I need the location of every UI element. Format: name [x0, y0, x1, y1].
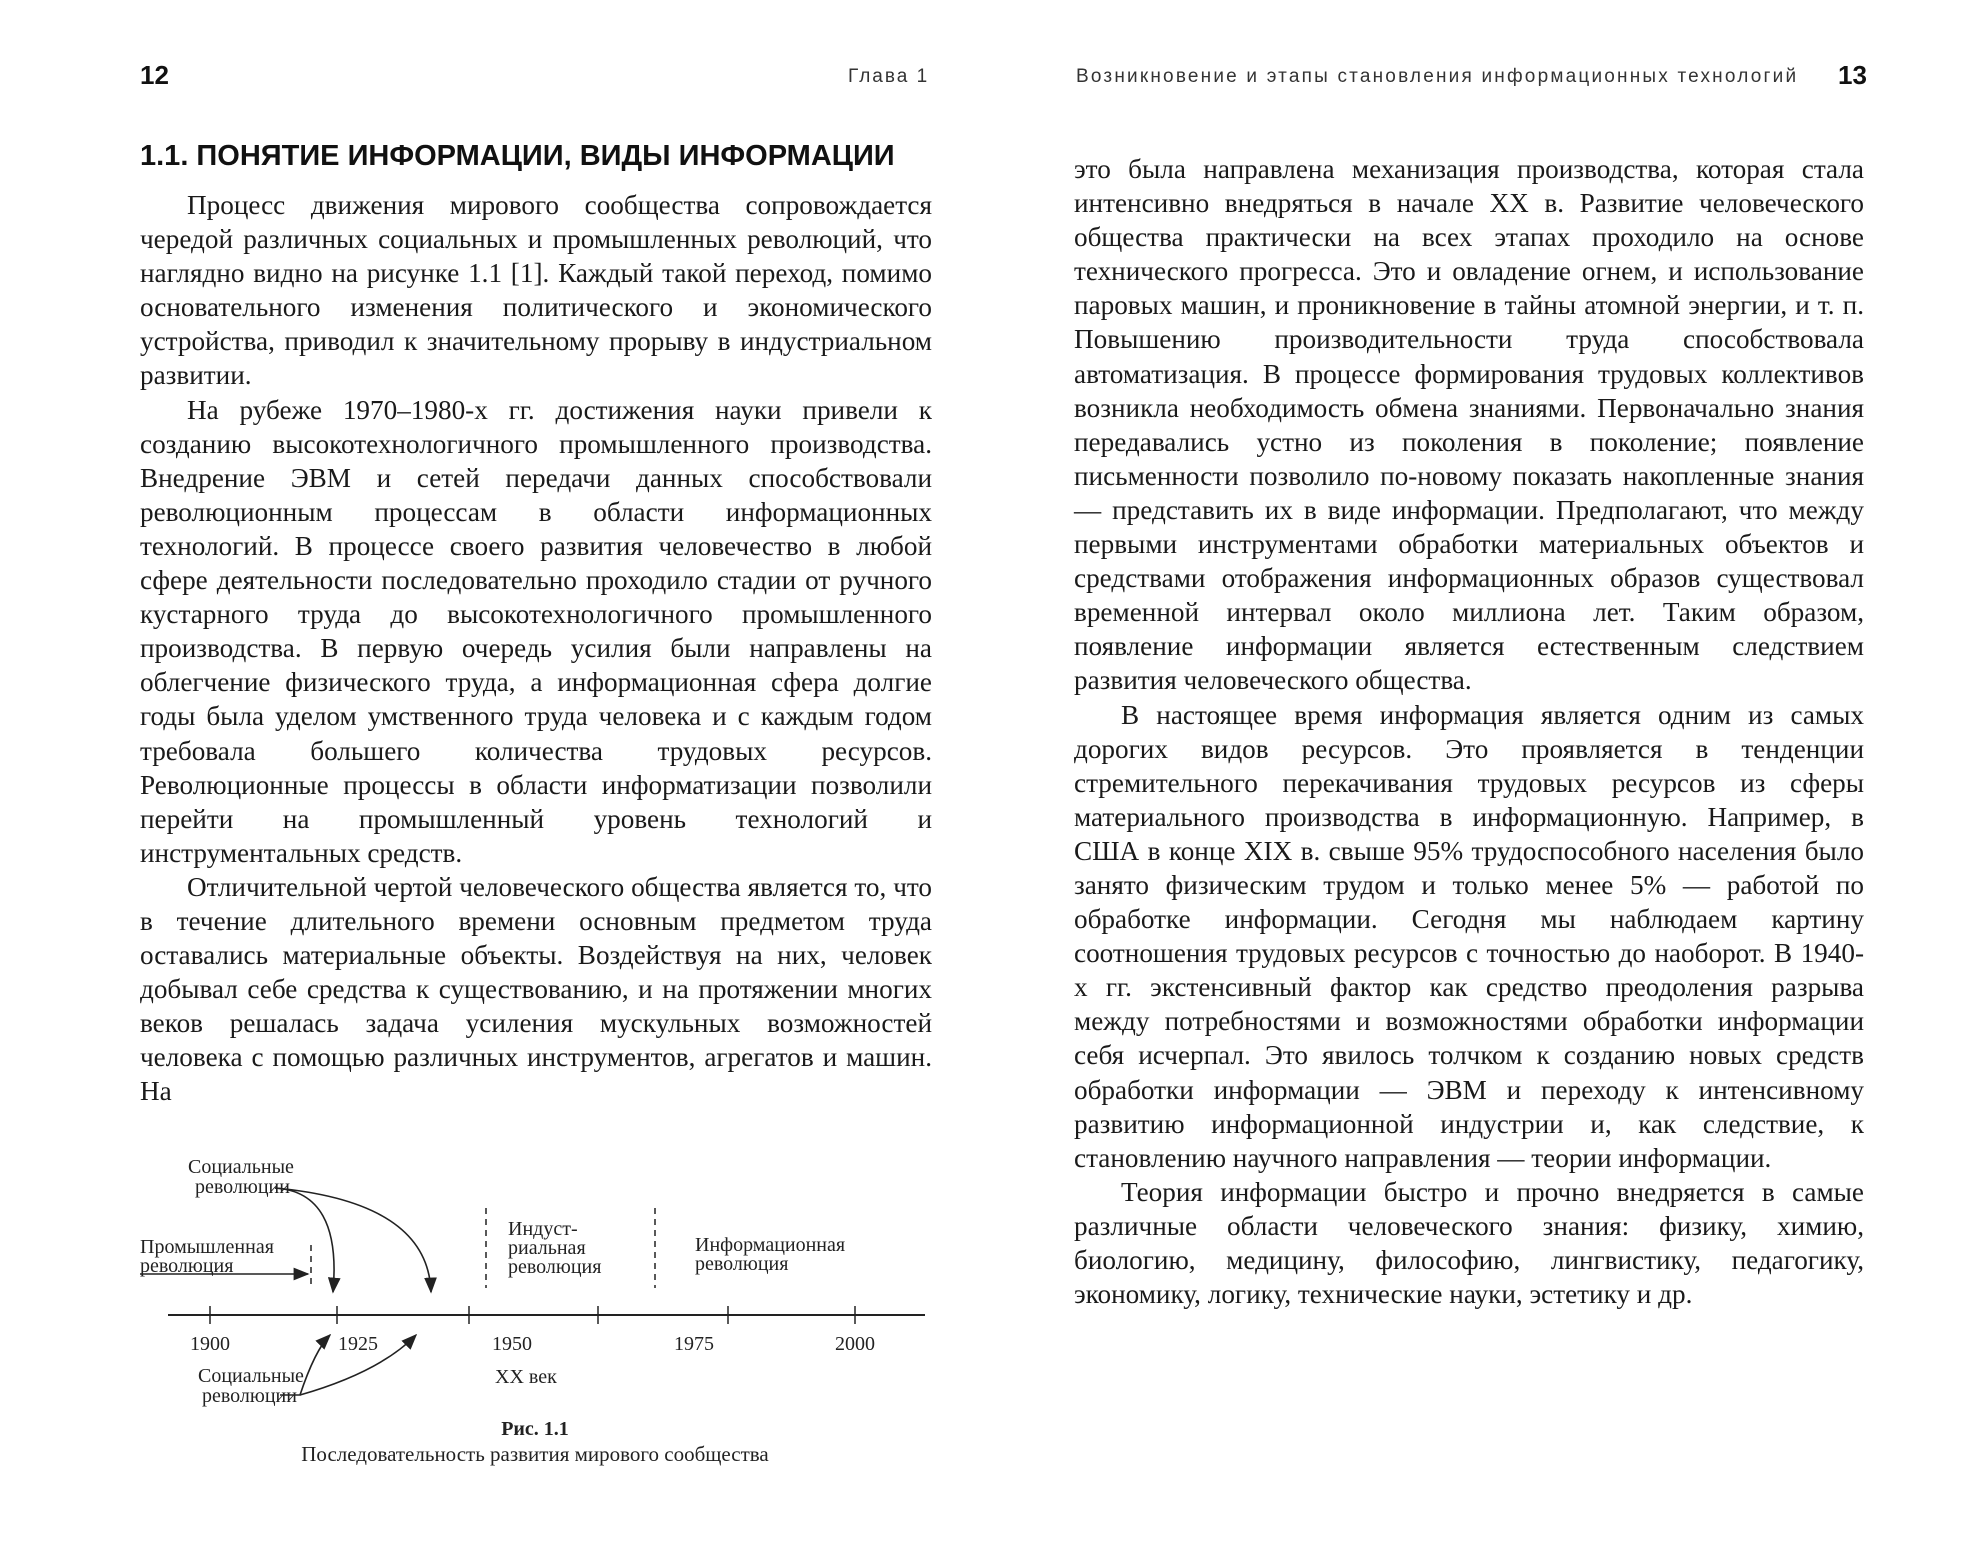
- tick-label-2000: 2000: [835, 1333, 875, 1355]
- right-paragraph: это была направлена механизация производства, которая стала интенсивно внедряться в начале XX в. Развитие человеческого общества практически на всех этапах проходило на основе технического прогресса. Это и овладение огнем, и использование паровых машин, и проникновение в тайны атомной энергии, и т. п. Повышению производительности труда способствовала автоматизация. В процессе формирования трудовых коллективов возникла необходимость обмена знаниями. Первоначально знания передавались устно из поколения в поколение; появление письменности позволило по-новому показать накопленные знания — представить их в виде информации. Предполагают, что между первыми инструментами обработки материальных объектов и средствами отображения информационных образов существовал временной интервал около миллиона лет. Таким образом, появление информации является естественным следствием развития человеческого общества.: [1074, 154, 1864, 696]
- label-century: XX век: [495, 1366, 557, 1388]
- figure-caption-text: Последовательность развития мирового сообщества: [301, 1442, 769, 1466]
- label-info-line1: Информационная: [695, 1234, 846, 1256]
- right-page-number: 13: [1838, 60, 1867, 90]
- right-running-title: Возникновение и этапы становления информационных технологий: [1076, 66, 1799, 87]
- social-arrow-1: [275, 1188, 334, 1292]
- social-arrow-2: [275, 1188, 431, 1292]
- tick-label-1925: 1925: [338, 1333, 378, 1355]
- left-paragraph: Отличительной чертой человеческого общества является то, что в течение длительного времени основным предметом труда оставались материальные объекты. Воздействуя на них, человек добывал себе средства к существованию, и на протяжении многих веков решалась задача усиления мускульных возможностей человека с помощью различных инструментов, агрегатов и машин. На: [140, 871, 932, 1107]
- right-paragraph: В настоящее время информация является одним из самых дорогих видов ресурсов. Это проявляется в тенденции стремительного перекачивания трудовых ресурсов из сферы материального производства в информационную. Например, в США в конце XIX в. свыше 95% трудоспособного населения было занято физическим трудом и только менее 5% — работой по обработке информации. Сегодня мы наблюдаем картину соотношения трудовых ресурсов с точностью до наоборот. В 1940-х гг. экстенсивный фактор как средство преодоления разрыва между потребностями и возможностями обработки информации себя исчерпал. Это явилось толчком к созданию новых средств обработки информации — ЭВМ и переходу к интенсивному развитию информационной индустрии и, как следствие, к становлению научного направления — теории информации.: [1074, 699, 1864, 1173]
- left-paragraph: На рубеже 1970–1980-х гг. достижения науки привели к созданию высокотехнологичного промышленного производства. Внедрение ЭВМ и сетей передачи данных способствовали революционным процессам в области информационных технологий. В процессе своего развития человечество в любой сфере деятельности последовательно проходило стадии от ручного кустарного труда до высокотехнологичного промышленного производства. В первую очередь усилия были направлены на облегчение физического труда, а информационная сфера долгие годы была уделом умственного труда человека и с каждым годом требовала большего количества трудовых ресурсов. Революционные процессы в области информатизации позволили перейти на промышленный уровень технологий и инструментальных средств.: [140, 394, 932, 868]
- left-page-number: 12: [140, 60, 169, 90]
- label-info-line2: революция: [695, 1253, 789, 1275]
- label-indus-line1: Индуст-: [508, 1218, 578, 1240]
- left-running-title: Глава 1: [848, 66, 930, 87]
- tick-label-1900: 1900: [190, 1333, 230, 1355]
- section-heading: 1.1. ПОНЯТИЕ ИНФОРМАЦИИ, ВИДЫ ИНФОРМАЦИИ: [140, 140, 895, 172]
- label-social-top-line1: Социальные: [188, 1156, 294, 1178]
- right-column: [1074, 152, 1864, 1311]
- tick-label-1950: 1950: [492, 1333, 532, 1355]
- label-indus-line3: революция: [508, 1256, 602, 1278]
- label-indus-line2: риальная: [508, 1237, 586, 1259]
- left-paragraph: Процесс движения мирового сообщества сопровождается чередой различных социальных и промышленных революций, что наглядно видно на рисунке 1.1 [1]. Каждый такой переход, помимо основательного изменения политического и экономического устройства, приводил к значительному прорыву в индустриальном развитии.: [140, 190, 932, 391]
- label-social-bottom-line1: Социальные: [198, 1365, 304, 1387]
- label-social-top-line2: революции: [195, 1176, 290, 1198]
- figure-1-1: [140, 1150, 930, 1417]
- timeline-diagram: [140, 1150, 930, 1412]
- left-column: [140, 188, 932, 1109]
- label-social-bottom-line2: революции: [202, 1385, 297, 1407]
- label-industrial-line1: Промышленная: [140, 1236, 274, 1258]
- label-industrial-line2: революция: [140, 1255, 234, 1277]
- figure-caption-label: Рис. 1.1: [501, 1418, 569, 1440]
- right-paragraph: Теория информации быстро и прочно внедряется в самые различные области человеческого знания: физику, химию, биологию, медицину, философию, лингвистику, педагогику, экономику, логику, технические науки, эстетику и др.: [1074, 1176, 1864, 1310]
- tick-label-1975: 1975: [674, 1333, 714, 1355]
